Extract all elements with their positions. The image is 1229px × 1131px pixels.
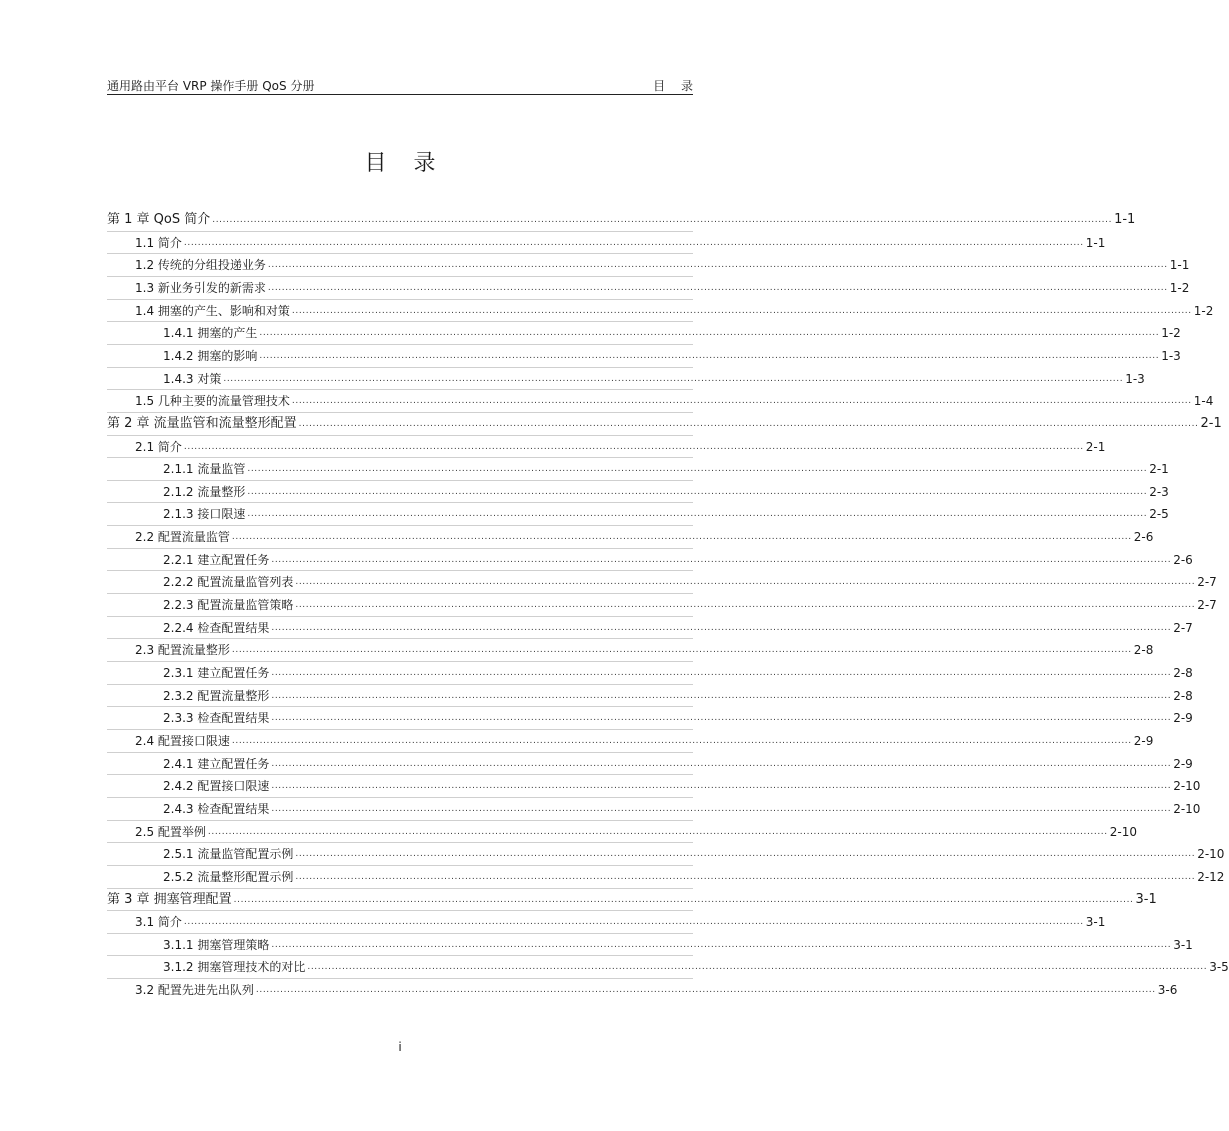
toc-entry[interactable] <box>107 275 1190 295</box>
toc-entry[interactable] <box>107 773 1201 794</box>
toc-leader-dots: .................................................................................................................................................................................................................................................................... <box>247 464 1148 475</box>
toc-entry[interactable] <box>107 751 1193 771</box>
toc-entry-label: 2.2 配置流量监管 <box>135 530 230 545</box>
toc-entry-label: 2.2.1 建立配置任务 <box>163 552 270 567</box>
toc-leader-dots: .................................................................................................................................................................................................................................................................... <box>307 962 1208 973</box>
toc-entry-page: 2-6 <box>1133 530 1154 545</box>
toc-entry[interactable] <box>107 343 1181 363</box>
toc-entry[interactable] <box>107 366 1145 386</box>
toc-entry[interactable] <box>107 660 1193 680</box>
toc-entry-label: 1.4 拥塞的产生、影响和对策 <box>135 303 290 318</box>
toc-leader-dots: .................................................................................................................................................................................................................................................................... <box>212 215 1113 225</box>
toc-entry-page: 1-3 <box>1125 371 1145 386</box>
toc-entry-label: 2.1.2 流量整形 <box>163 484 246 499</box>
toc-entry-page: 2-1 <box>1200 415 1222 431</box>
toc-entry-page: 1-3 <box>1161 348 1181 363</box>
toc-leader-dots: .................................................................................................................................................................................................................................................................... <box>295 577 1196 588</box>
toc-leader-dots: .................................................................................................................................................................................................................................................................... <box>259 328 1160 339</box>
toc-entry[interactable] <box>107 320 1181 341</box>
toc-entry-label: 2.4.1 建立配置任务 <box>163 756 270 771</box>
toc-entry-label: 1.4.1 拥塞的产生 <box>163 326 258 341</box>
toc-leader-dots: .................................................................................................................................................................................................................................................................... <box>231 645 1132 656</box>
toc-entry[interactable] <box>107 841 1225 862</box>
toc-entry[interactable] <box>107 954 1229 975</box>
toc-entry[interactable] <box>107 819 1137 839</box>
toc-leader-dots: .................................................................................................................................................................................................................................................................... <box>267 260 1168 271</box>
toc-entry-label: 2.2.3 配置流量监管策略 <box>163 598 294 613</box>
toc-entry-label: 第 3 章 拥塞管理配置 <box>107 891 232 907</box>
toc-entry[interactable] <box>107 615 1193 635</box>
toc-leader-dots: .................................................................................................................................................................................................................................................................... <box>271 690 1172 701</box>
toc-entry-label: 第 2 章 流量监管和流量整形配置 <box>107 415 297 431</box>
toc-entry-page: 3-1 <box>1173 937 1193 952</box>
toc-entry-page: 2-10 <box>1109 824 1137 839</box>
toc-entry-label: 3.1.1 拥塞管理策略 <box>163 937 270 952</box>
toc-entry-page: 2-1 <box>1149 462 1169 477</box>
toc-entry-page: 2-9 <box>1133 733 1154 748</box>
toc-leader-dots: .................................................................................................................................................................................................................................................................... <box>291 305 1192 316</box>
toc-leader-dots: .................................................................................................................................................................................................................................................................... <box>271 554 1172 565</box>
toc-entry-page: 2-7 <box>1173 620 1193 635</box>
toc-entry-page: 2-10 <box>1197 847 1225 862</box>
toc-entry[interactable] <box>107 637 1154 658</box>
toc-leader-dots: .................................................................................................................................................................................................................................................................... <box>233 894 1134 905</box>
toc-entry[interactable] <box>107 434 1106 454</box>
toc-entry-page: 2-8 <box>1133 643 1154 658</box>
toc-entry-page: 2-1 <box>1085 439 1106 454</box>
toc-entry-label: 1.4.3 对策 <box>163 371 222 386</box>
toc-entry-label: 2.4.2 配置接口限速 <box>163 779 270 794</box>
toc-entry[interactable] <box>107 864 1225 884</box>
toc-entry[interactable] <box>107 796 1201 816</box>
toc-leader-dots: .................................................................................................................................................................................................................................................................... <box>183 441 1084 452</box>
toc-leader-dots: .................................................................................................................................................................................................................................................................... <box>295 871 1196 882</box>
toc-entry-label: 1.4.2 拥塞的影响 <box>163 348 258 363</box>
toc-leader-dots: .................................................................................................................................................................................................................................................................... <box>183 237 1084 248</box>
toc-entry-page: 3-5 <box>1209 960 1229 975</box>
toc-entry-label: 2.1.1 流量监管 <box>163 462 246 477</box>
toc-entry[interactable] <box>107 977 1178 998</box>
toc-entry-label: 3.1.2 拥塞管理技术的对比 <box>163 960 306 975</box>
toc-leader-dots: .................................................................................................................................................................................................................................................................... <box>247 509 1148 520</box>
toc-entry-label: 1.1 简介 <box>135 235 182 250</box>
toc-entry-page: 2-8 <box>1173 688 1193 703</box>
toc-entry-label: 2.5.1 流量监管配置示例 <box>163 847 294 862</box>
toc-entry-page: 2-6 <box>1173 552 1193 567</box>
toc-leader-dots: .................................................................................................................................................................................................................................................................... <box>231 532 1132 543</box>
header-section-name: 目 录 <box>653 79 699 93</box>
toc-entry-page: 1-1 <box>1114 212 1136 227</box>
toc-entry[interactable] <box>107 252 1190 273</box>
toc-leader-dots: .................................................................................................................................................................................................................................................................... <box>247 486 1148 497</box>
toc-leader-dots: .................................................................................................................................................................................................................................................................... <box>271 713 1172 724</box>
toc-leader-dots: .................................................................................................................................................................................................................................................................... <box>255 985 1156 996</box>
page-title: 目 录 <box>364 151 446 176</box>
toc-entry-label: 2.3.2 配置流量整形 <box>163 688 270 703</box>
toc-entry-page: 2-12 <box>1197 869 1225 884</box>
toc-entry[interactable] <box>107 230 1106 250</box>
toc-leader-dots: .................................................................................................................................................................................................................................................................... <box>259 350 1160 361</box>
toc-entry-label: 1.5 几种主要的流量管理技术 <box>135 394 290 409</box>
toc-leader-dots: .................................................................................................................................................................................................................................................................... <box>231 735 1132 746</box>
toc-entry-page: 2-8 <box>1173 666 1193 680</box>
toc-entry-page: 3-6 <box>1157 983 1178 998</box>
toc-entry-label: 2.3 配置流量整形 <box>135 643 230 658</box>
toc-entry[interactable] <box>107 388 1214 409</box>
toc-entry[interactable] <box>107 728 1154 748</box>
toc-leader-dots: .................................................................................................................................................................................................................................................................... <box>295 600 1196 611</box>
toc-entry-label: 2.1.3 接口限速 <box>163 507 246 522</box>
toc-entry[interactable] <box>107 456 1169 477</box>
toc-entry-page: 1-2 <box>1161 326 1181 341</box>
toc-leader-dots: .................................................................................................................................................................................................................................................................... <box>183 917 1084 928</box>
toc-entry-label: 2.4.3 检查配置结果 <box>163 801 270 816</box>
toc-leader-dots: .................................................................................................................................................................................................................................................................... <box>295 849 1196 860</box>
toc-entry[interactable] <box>107 909 1106 930</box>
toc-entry[interactable] <box>107 298 1214 318</box>
toc-entry-page: 2-5 <box>1149 507 1169 522</box>
page-header <box>107 76 699 96</box>
toc-entry-page: 3-1 <box>1135 891 1157 907</box>
toc-entry-label: 2.2.2 配置流量监管列表 <box>163 575 294 590</box>
toc-entry[interactable] <box>107 547 1193 567</box>
toc-entry-label: 2.5.2 流量整形配置示例 <box>163 869 294 884</box>
toc-entry-label: 3.2 配置先进先出队列 <box>135 983 254 998</box>
toc-entry[interactable] <box>107 683 1193 703</box>
toc-entry-page: 2-9 <box>1173 711 1193 726</box>
toc-entry-label: 2.1 简介 <box>135 439 182 454</box>
toc-leader-dots: .................................................................................................................................................................................................................................................................... <box>271 622 1172 633</box>
toc-entry[interactable] <box>107 411 1222 431</box>
toc-entry-page: 1-1 <box>1169 258 1190 273</box>
toc-entry-page: 2-7 <box>1197 575 1217 590</box>
toc-entry-page: 2-10 <box>1173 779 1201 794</box>
toc-entry[interactable] <box>107 479 1169 499</box>
toc-entry-label: 2.2.4 检查配置结果 <box>163 620 270 635</box>
toc-entry-label: 2.3.1 建立配置任务 <box>163 666 270 680</box>
toc-leader-dots: .................................................................................................................................................................................................................................................................... <box>223 373 1124 384</box>
toc-entry[interactable] <box>107 705 1193 726</box>
page-number: i <box>398 1040 402 1054</box>
toc-entry-label: 2.3.3 检查配置结果 <box>163 711 270 726</box>
toc-entry-label: 2.4 配置接口限速 <box>135 733 230 748</box>
toc-leader-dots: .................................................................................................................................................................................................................................................................... <box>271 803 1172 814</box>
toc-entry[interactable] <box>107 887 1157 907</box>
toc-entry-label: 3.1 简介 <box>135 915 182 930</box>
toc-entry[interactable] <box>107 524 1154 545</box>
header-manual-title: 通用路由平台 VRP 操作手册 QoS 分册 <box>107 79 315 93</box>
toc-entry-page: 3-1 <box>1085 915 1106 930</box>
toc-leader-dots: .................................................................................................................................................................................................................................................................... <box>267 282 1168 293</box>
toc-entry-label: 第 1 章 QoS 简介 <box>107 212 211 227</box>
toc-entry[interactable] <box>107 501 1169 522</box>
toc-leader-dots: .................................................................................................................................................................................................................................................................... <box>207 826 1108 837</box>
toc-entry-label: 2.5 配置举例 <box>135 824 206 839</box>
toc-entry[interactable] <box>107 932 1193 952</box>
toc-leader-dots: .................................................................................................................................................................................................................................................................... <box>271 668 1172 678</box>
toc-entry-page: 1-4 <box>1193 394 1214 409</box>
toc-leader-dots: .................................................................................................................................................................................................................................................................... <box>298 418 1199 429</box>
toc-entry[interactable] <box>107 569 1217 590</box>
toc-entry-page: 1-2 <box>1193 303 1214 318</box>
toc-leader-dots: .................................................................................................................................................................................................................................................................... <box>271 781 1172 792</box>
toc-entry-page: 2-10 <box>1173 801 1201 816</box>
toc-leader-dots: .................................................................................................................................................................................................................................................................... <box>271 939 1172 950</box>
toc-entry-page: 2-3 <box>1149 484 1169 499</box>
toc-entry-page: 1-2 <box>1169 280 1190 295</box>
toc-entry-page: 2-7 <box>1197 598 1217 613</box>
toc-entry[interactable] <box>107 207 1136 227</box>
toc-leader-dots: .................................................................................................................................................................................................................................................................... <box>291 396 1192 407</box>
toc-entry[interactable] <box>107 592 1217 613</box>
toc-entry-page: 2-9 <box>1173 756 1193 771</box>
toc-entry-label: 1.3 新业务引发的新需求 <box>135 280 266 295</box>
toc-entry-label: 1.2 传统的分组投递业务 <box>135 258 266 273</box>
header-rule <box>107 94 693 95</box>
toc-leader-dots: .................................................................................................................................................................................................................................................................... <box>271 758 1172 769</box>
toc-entry-page: 1-1 <box>1085 235 1106 250</box>
